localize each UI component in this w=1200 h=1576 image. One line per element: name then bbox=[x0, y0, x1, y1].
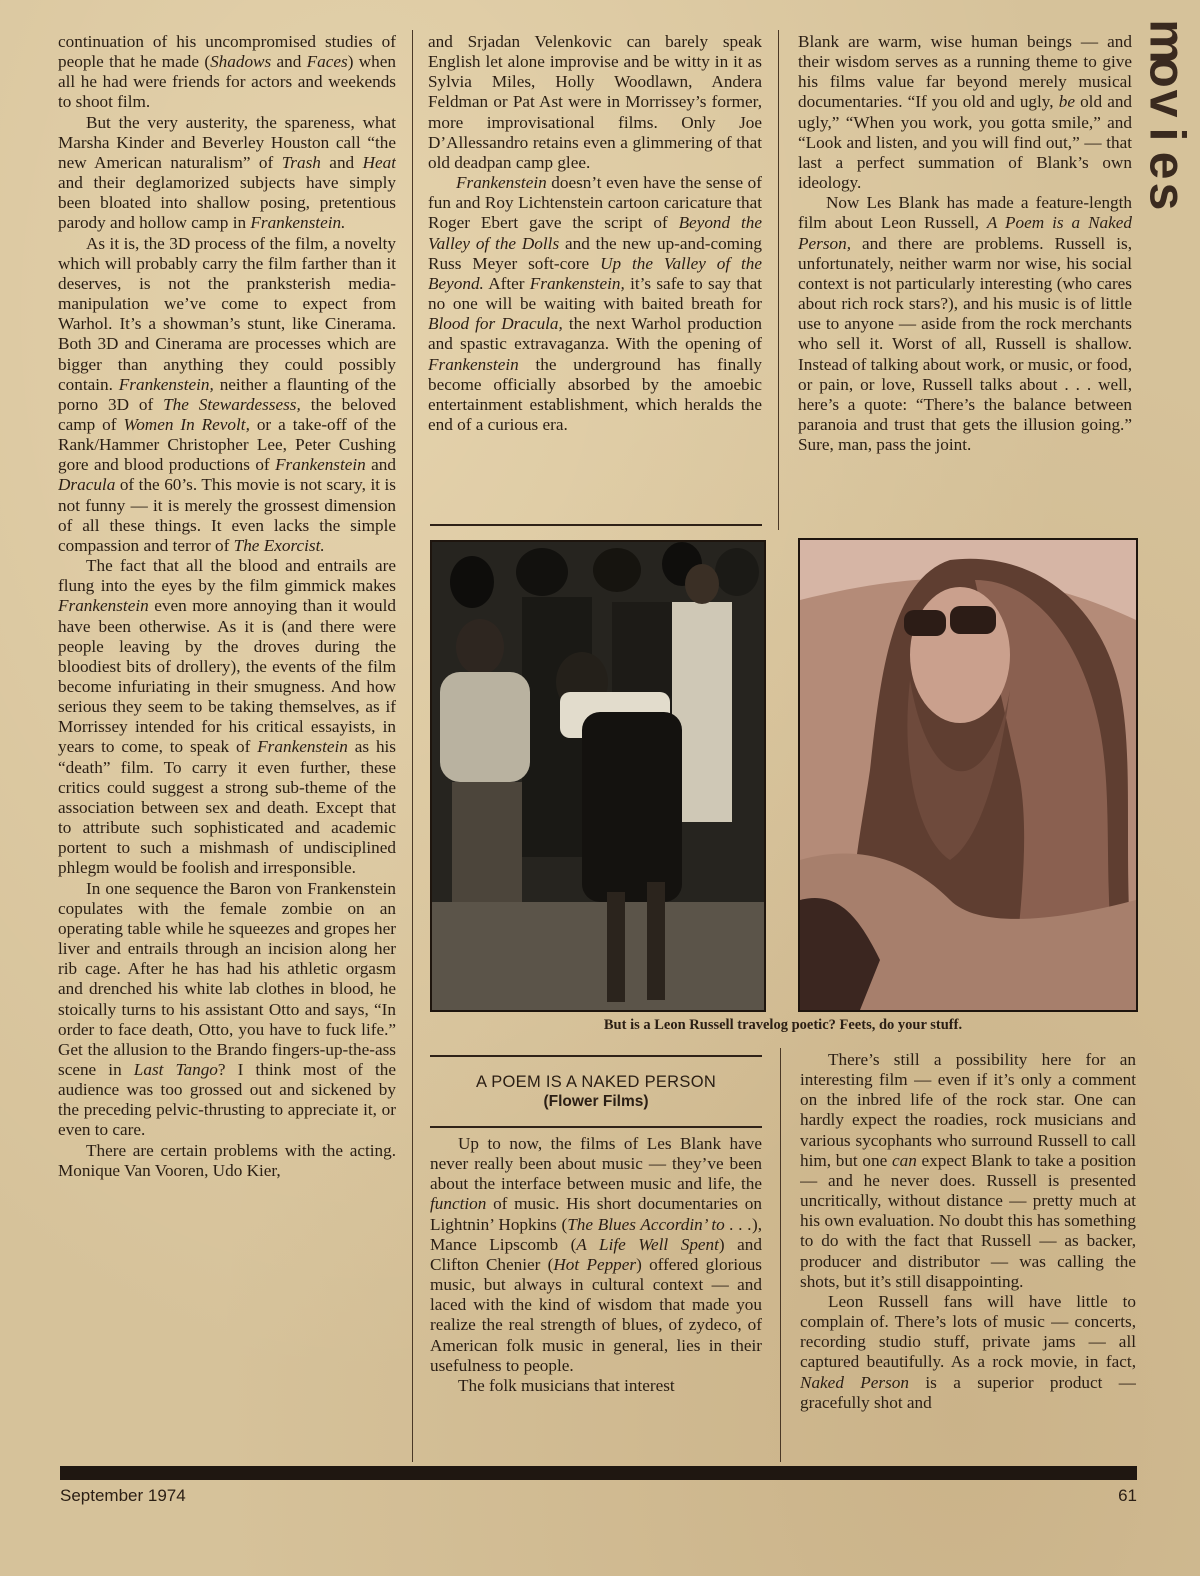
section-letter: m bbox=[1139, 19, 1196, 64]
column-divider bbox=[412, 30, 413, 1462]
paragraph: As it is, the 3D process of the film, a novelty which will probably carry the film farther than it deserves, is not the pranksterish media-manipulation we’ve come to expect from Warhol. It’s a showman’s stunt, like Cinerama. Both 3D and Cinerama are processes which are bigger than anything they could possibly contain. Frankenstein, neither a flaunting of the porno 3D of The Stewardessess, the beloved camp of Women In Revolt, or a take-off of the Rank/Hammer Christopher Lee, Peter Cushing gore and blood productions of Frankenstein and Dracula of the 60’s. This movie is not scary, it is not funny — it is merely the grossest dimension of all these things. It even lacks the simple compassion and terror of The Exorcist. bbox=[58, 233, 396, 555]
review-title: A POEM IS A NAKED PERSON bbox=[475, 1073, 717, 1091]
article-column-1 bbox=[58, 32, 396, 1460]
review-column-continued bbox=[800, 1050, 1136, 1462]
paragraph: In one sequence the Baron von Frankenstein copulates with the female zombie on an operating table while he squeezes and gropes her liver and entrails through an incision along her rib cage. After he has had his athletic orgasm and drenched his white lab clothes in blood, he stoically turns to his assistant Otto and says, “In order to face death, Otto, you have to fuck life.” Get the allusion to the Brando fingers-up-the-ass scene in Last Tango? I think most of the audience was too grossed out and sickened by the preceding pelvic-thrusting to appreciate it, or even to care. bbox=[58, 878, 396, 1140]
paragraph: Frankenstein doesn’t even have the sense of fun and Roy Lichtenstein cartoon caricature that Roger Ebert gave the script of Beyond the Valley of the Dolls and the new up-and-coming Russ Meyer soft-core Up the Valley of the Beyond. After Frankenstein, it’s safe to say that no one will be waiting with baited breath for Blood for Dracula, the next Warhol production and spastic extravaganza. With the opening of Frankenstein the underground has finally become officially absorbed by the amoebic entertainment establishment, which heralds the end of a curious era. bbox=[428, 173, 762, 434]
section-tag bbox=[1139, 19, 1196, 212]
article-column-2 bbox=[428, 32, 762, 435]
section-letter: s bbox=[1139, 182, 1196, 211]
section-rule bbox=[430, 1126, 762, 1128]
footer-date: September 1974 bbox=[60, 1486, 186, 1505]
column-divider bbox=[778, 30, 779, 530]
page-number: 61 bbox=[1118, 1486, 1137, 1505]
section-rule bbox=[430, 1055, 762, 1057]
photo-caption: But is a Leon Russell travelog poetic? Feets, do your stuff. bbox=[603, 1017, 963, 1033]
paragraph: Leon Russell fans will have little to complain of. There’s lots of music — concerts, recording studio stuff, private jams — all captured beautifully. As a rock movie, in fact, Naked Person is a superior product — gracefully shot and bbox=[800, 1291, 1136, 1412]
paragraph: Blank are warm, wise human beings — and their wisdom serves as a running theme to give his films value far beyond merely musical documentaries. “If you old and ugly, be old and ugly,” “When you work, you gotta smile,” and “Look and listen, and you will find out,” — that last a perfect summation of Blank’s own ideology. bbox=[798, 32, 1133, 193]
paragraph: But the very austerity, the spareness, what Marsha Kinder and Beverley Houston call “the new American naturalism” of Trash and Heat and their deglamorized subjects have simply been bloated into shallow posing, pretentious parody and hollow camp in Frankenstein. bbox=[58, 112, 396, 233]
paragraph: Now Les Blank has made a feature-length film about Leon Russell, A Poem is a Naked Person, and there are problems. Russell is, unfortunately, neither warm nor wise, his social context is not particularly interesting (who cares about rich rock stars?), and his music is of little use to anyone — aside from the rock merchants who sell it. Worst of all, Russell is shallow. Instead of talking about work, or music, or food, or pain, or love, Russell talks about . . . well, here’s a quote: “There’s the balance between paranoia and trust that gets the illusion going.” Sure, man, pass the joint. bbox=[798, 193, 1132, 455]
review-column bbox=[430, 1134, 762, 1462]
section-letter: v bbox=[1139, 89, 1196, 118]
paragraph: There’s still a possibility here for an interesting film — even if it’s only a comment on the inbred life of the rock star. One can hardly expect the roadies, rock musicians and various sycophants who surround Russell to call him, but one can expect Blank to take a position — and he never does. Russell is presented uncritically, without distance — pretty much at his own evaluation. No doubt this has something to do with the fact that Russell — as backer, producer and distributor — was calling the shots, but it’s still disappointing. bbox=[800, 1050, 1136, 1291]
paragraph: There are certain problems with the acting. Monique Van Vooren, Udo Kier, bbox=[58, 1140, 396, 1180]
portrait-photo-illustration bbox=[800, 540, 1136, 1010]
section-letter: i bbox=[1139, 127, 1196, 142]
column-divider bbox=[780, 1048, 781, 1462]
article-column-3 bbox=[798, 32, 1132, 455]
paragraph: The fact that all the blood and entrails are flung into the eyes by the film gimmick makes Frankenstein even more annoying than it would have been otherwise. As it is (and there were people leaving by the droves during the bloodiest bits of drollery), the events of the film become infuriating in their smugness. And how serious they seem to be taking themselves, as if Morrissey intended for his critical essayists, in years to come, to speak of Frankenstein as his “death” film. To carry it even further, these critics could suggest a strong sub-theme of the association between sex and death. Except that to attribute such sophisticated and academic portent to such a mishmash of undisciplined phlegm would be foolish and irresponsible. bbox=[58, 556, 396, 878]
paragraph: and Srjadan Velenkovic can barely speak English let alone improvise and be witty in it as Sylvia Miles, Holly Woodlawn, Andera Feldman or Pat Ast were in Morrissey’s former, more improvisational films. Only Joe D’Allessandro retains even a glimmering of that old deadpan camp glee. bbox=[428, 32, 762, 172]
review-heading bbox=[430, 1073, 762, 1111]
review-studio: (Flower Films) bbox=[543, 1093, 649, 1110]
crowd-photo-illustration bbox=[432, 542, 764, 1010]
section-letter: e bbox=[1139, 151, 1196, 180]
section-rule bbox=[430, 524, 762, 526]
section-letter: o bbox=[1139, 57, 1196, 88]
photo-leon-russell bbox=[798, 538, 1138, 1012]
paragraph: continuation of his uncompromised studies of people that he made (Shadows and Faces) when all he had were friends for actors and weekends to shoot film. bbox=[58, 32, 396, 112]
paragraph: Up to now, the films of Les Blank have never really been about music — they’ve been about the interface between music and life, the function of music. His short documentaries on Lightnin’ Hopkins (The Blues Accordin’ to . . .), Mance Lipscomb (A Life Well Spent) and Clifton Chenier (Hot Pepper) offered glorious music, but always in cultural context — and laced with the kind of wisdom that made you realize the real strength of blues, of zydeco, of American folk music in general, lies in their usefulness to people. bbox=[430, 1134, 762, 1375]
paragraph: The folk musicians that interest bbox=[458, 1375, 675, 1395]
photo-crowd-dancing bbox=[430, 540, 766, 1012]
footer-bar bbox=[60, 1466, 1137, 1480]
